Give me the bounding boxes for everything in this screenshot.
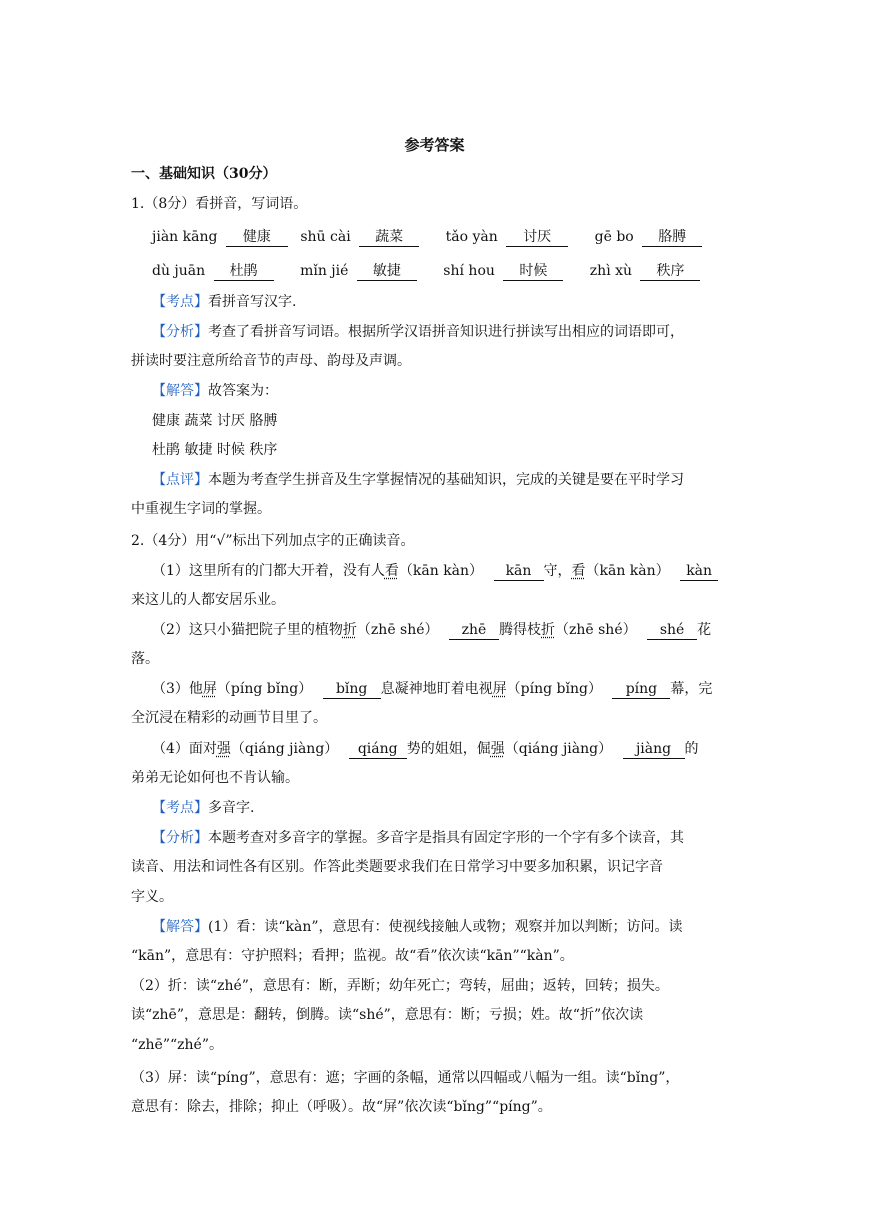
answer-blank: 胳膊 bbox=[642, 229, 702, 247]
fenxi-text: 本题考查对多音字的掌握。多音字是指具有固定字形的一个字有多个读音，其 bbox=[208, 830, 684, 846]
dotted-char: 强 bbox=[490, 741, 505, 757]
dotted-char: 折 bbox=[541, 622, 555, 638]
dianping-text: 本题为考查学生拼音及生字掌握情况的基础知识，完成的关键是要在平时学习 bbox=[208, 472, 684, 488]
answer-blank: kān bbox=[494, 563, 544, 581]
answer-blank: 讨厌 bbox=[506, 229, 568, 247]
pinyin-options: （zhē shé） bbox=[555, 622, 637, 638]
answer-blank: 敏捷 bbox=[357, 263, 417, 281]
pinyin: mǐn jié bbox=[300, 263, 349, 279]
pinyin-options: （píng bǐng） bbox=[216, 681, 313, 697]
sentence-text: 势的姐姐，倔 bbox=[406, 741, 491, 757]
sentence-text: 息凝神地盯着电视 bbox=[380, 681, 493, 697]
jieda-text-cont: “kān”，意思有：守护照料；看押；监视。故“看”依次读“kān”“kàn”。 bbox=[131, 948, 574, 964]
pinyin: shí hou bbox=[443, 263, 495, 279]
jieda-tag: 【解答】 bbox=[152, 919, 208, 935]
sentence-1-cont: 来这儿的人都安居乐业。 bbox=[131, 592, 285, 608]
kaodian-tag: 【考点】 bbox=[152, 800, 208, 816]
sentence-4-cont: 弟弟无论如何也不肯认输。 bbox=[131, 770, 299, 786]
jieda-text: 故答案为： bbox=[208, 383, 278, 399]
page-title: 参考答案 bbox=[404, 136, 465, 154]
jieda-text-cont: （3）屏：读“píng”，意思有：遮；字画的条幅，通常以四幅或八幅为一组。读“bǐng”， bbox=[131, 1070, 680, 1086]
pinyin: zhì xù bbox=[589, 263, 633, 279]
kaodian-text: 多音字. bbox=[208, 800, 255, 816]
pinyin-options: （kān kàn） bbox=[585, 563, 670, 579]
pinyin: shū cài bbox=[300, 229, 351, 245]
sentence-3 bbox=[152, 679, 712, 699]
jieda-line-2 bbox=[152, 917, 683, 937]
fenxi-line-2 bbox=[152, 828, 684, 848]
dianping-line bbox=[152, 470, 684, 490]
sentence-text: 腾得枝 bbox=[499, 622, 541, 638]
fenxi-tag: 【分析】 bbox=[152, 324, 208, 340]
fenxi-text-cont: 字义。 bbox=[131, 889, 173, 905]
dotted-char: 看 bbox=[571, 563, 586, 579]
dotted-char: 看 bbox=[384, 563, 399, 579]
jieda-tag: 【解答】 bbox=[152, 383, 208, 399]
jieda-text-cont: “zhē”“zhé”。 bbox=[131, 1037, 223, 1053]
kaodian-tag: 【考点】 bbox=[152, 294, 208, 310]
pinyin-row-2 bbox=[152, 261, 700, 281]
pinyin-options: （zhē shé） bbox=[356, 622, 439, 638]
dotted-char: 屏 bbox=[202, 681, 217, 697]
jieda-text: (1）看：读“kàn”，意思有：使视线接触人或物；观察并加以判断；访问。读 bbox=[208, 919, 683, 935]
sentence-1 bbox=[152, 561, 718, 581]
sentence-2-cont: 落。 bbox=[131, 651, 159, 667]
question-2-header: 2.（4分）用“√”标出下列加点字的正确读音。 bbox=[131, 533, 415, 549]
jieda-text-cont: 意思有：除去，排除；抑止（呼吸）。故“屏”依次读“bǐng”“píng”。 bbox=[131, 1099, 552, 1115]
kaodian-line-2 bbox=[152, 798, 254, 818]
sentence-text: （2）这只小猫把院子里的植物 bbox=[152, 622, 343, 638]
answer-words-2: 杜鹃 敏捷 时候 秩序 bbox=[152, 442, 278, 458]
sentence-text: （4）面对 bbox=[152, 741, 217, 757]
sentence-text: 花 bbox=[697, 622, 712, 638]
answer-blank: bǐng bbox=[323, 681, 381, 699]
pinyin-options: （qiáng jiàng） bbox=[230, 741, 339, 757]
answer-blank: qiáng bbox=[349, 741, 407, 759]
pinyin: dù juān bbox=[152, 263, 206, 279]
answer-words-1: 健康 蔬菜 讨厌 胳膊 bbox=[152, 413, 278, 429]
sentence-text: （1）这里所有的门都大开着，没有人 bbox=[152, 563, 385, 579]
fenxi-tag: 【分析】 bbox=[152, 830, 208, 846]
fenxi-text-cont: 读音、用法和词性各有区别。作答此类题要求我们在日常学习中要多加积累，识记字音 bbox=[131, 859, 663, 875]
sentence-text: 幕，完 bbox=[670, 681, 713, 697]
pinyin: jiàn kāng bbox=[152, 229, 218, 245]
pinyin-options: （qiáng jiàng） bbox=[504, 741, 613, 757]
answer-blank: 健康 bbox=[226, 229, 288, 247]
sentence-4 bbox=[152, 739, 699, 759]
sentence-text: 守， bbox=[543, 563, 572, 579]
kaodian-line bbox=[152, 292, 296, 312]
pinyin-row-1 bbox=[152, 227, 702, 247]
answer-blank: píng bbox=[612, 681, 670, 699]
sentence-2 bbox=[152, 620, 711, 640]
sentence-3-cont: 全沉浸在精彩的动画节目里了。 bbox=[131, 710, 327, 726]
answer-blank: zhē bbox=[449, 622, 499, 640]
pinyin-options: （píng bǐng） bbox=[506, 681, 602, 697]
jieda-text-cont: 读“zhē”，意思是：翻转，倒腾。读“shé”，意思有：断；亏损；姓。故“折”依次读 bbox=[131, 1007, 644, 1023]
answer-blank: kàn bbox=[680, 563, 718, 581]
dotted-char: 屏 bbox=[492, 681, 507, 697]
sentence-text: 的 bbox=[684, 741, 699, 757]
dianping-text-cont: 中重视生字词的掌握。 bbox=[131, 501, 271, 517]
answer-blank: 蔬菜 bbox=[359, 229, 419, 247]
fenxi-text: 考查了看拼音写词语。根据所学汉语拼音知识进行拼读写出相应的词语即可， bbox=[208, 324, 684, 340]
sentence-text: （3）他 bbox=[152, 681, 203, 697]
fenxi-text-cont: 拼读时要注意所给音节的声母、韵母及声调。 bbox=[131, 353, 411, 369]
pinyin: gē bo bbox=[594, 229, 634, 245]
jieda-line bbox=[152, 381, 278, 401]
answer-blank: 时候 bbox=[503, 263, 563, 281]
section-heading: 一、基础知识（30分） bbox=[131, 166, 277, 182]
answer-blank: 秩序 bbox=[640, 263, 700, 281]
dianping-tag: 【点评】 bbox=[152, 472, 208, 488]
dotted-char: 强 bbox=[216, 741, 231, 757]
dotted-char: 折 bbox=[342, 622, 357, 638]
answer-blank: 杜鹃 bbox=[214, 263, 274, 281]
pinyin-options: （kān kàn） bbox=[398, 563, 484, 579]
fenxi-line bbox=[152, 322, 684, 342]
answer-blank: shé bbox=[647, 622, 697, 640]
question-1-header: 1.（8分）看拼音，写词语。 bbox=[131, 196, 308, 212]
answer-blank: jiàng bbox=[623, 741, 685, 759]
pinyin: tǎo yàn bbox=[445, 229, 498, 245]
kaodian-text: 看拼音写汉字. bbox=[208, 294, 297, 310]
jieda-text-cont: （2）折：读“zhé”，意思有：断，弄断；幼年死亡；弯转，屈曲；返转，回转；损失。 bbox=[131, 978, 669, 994]
